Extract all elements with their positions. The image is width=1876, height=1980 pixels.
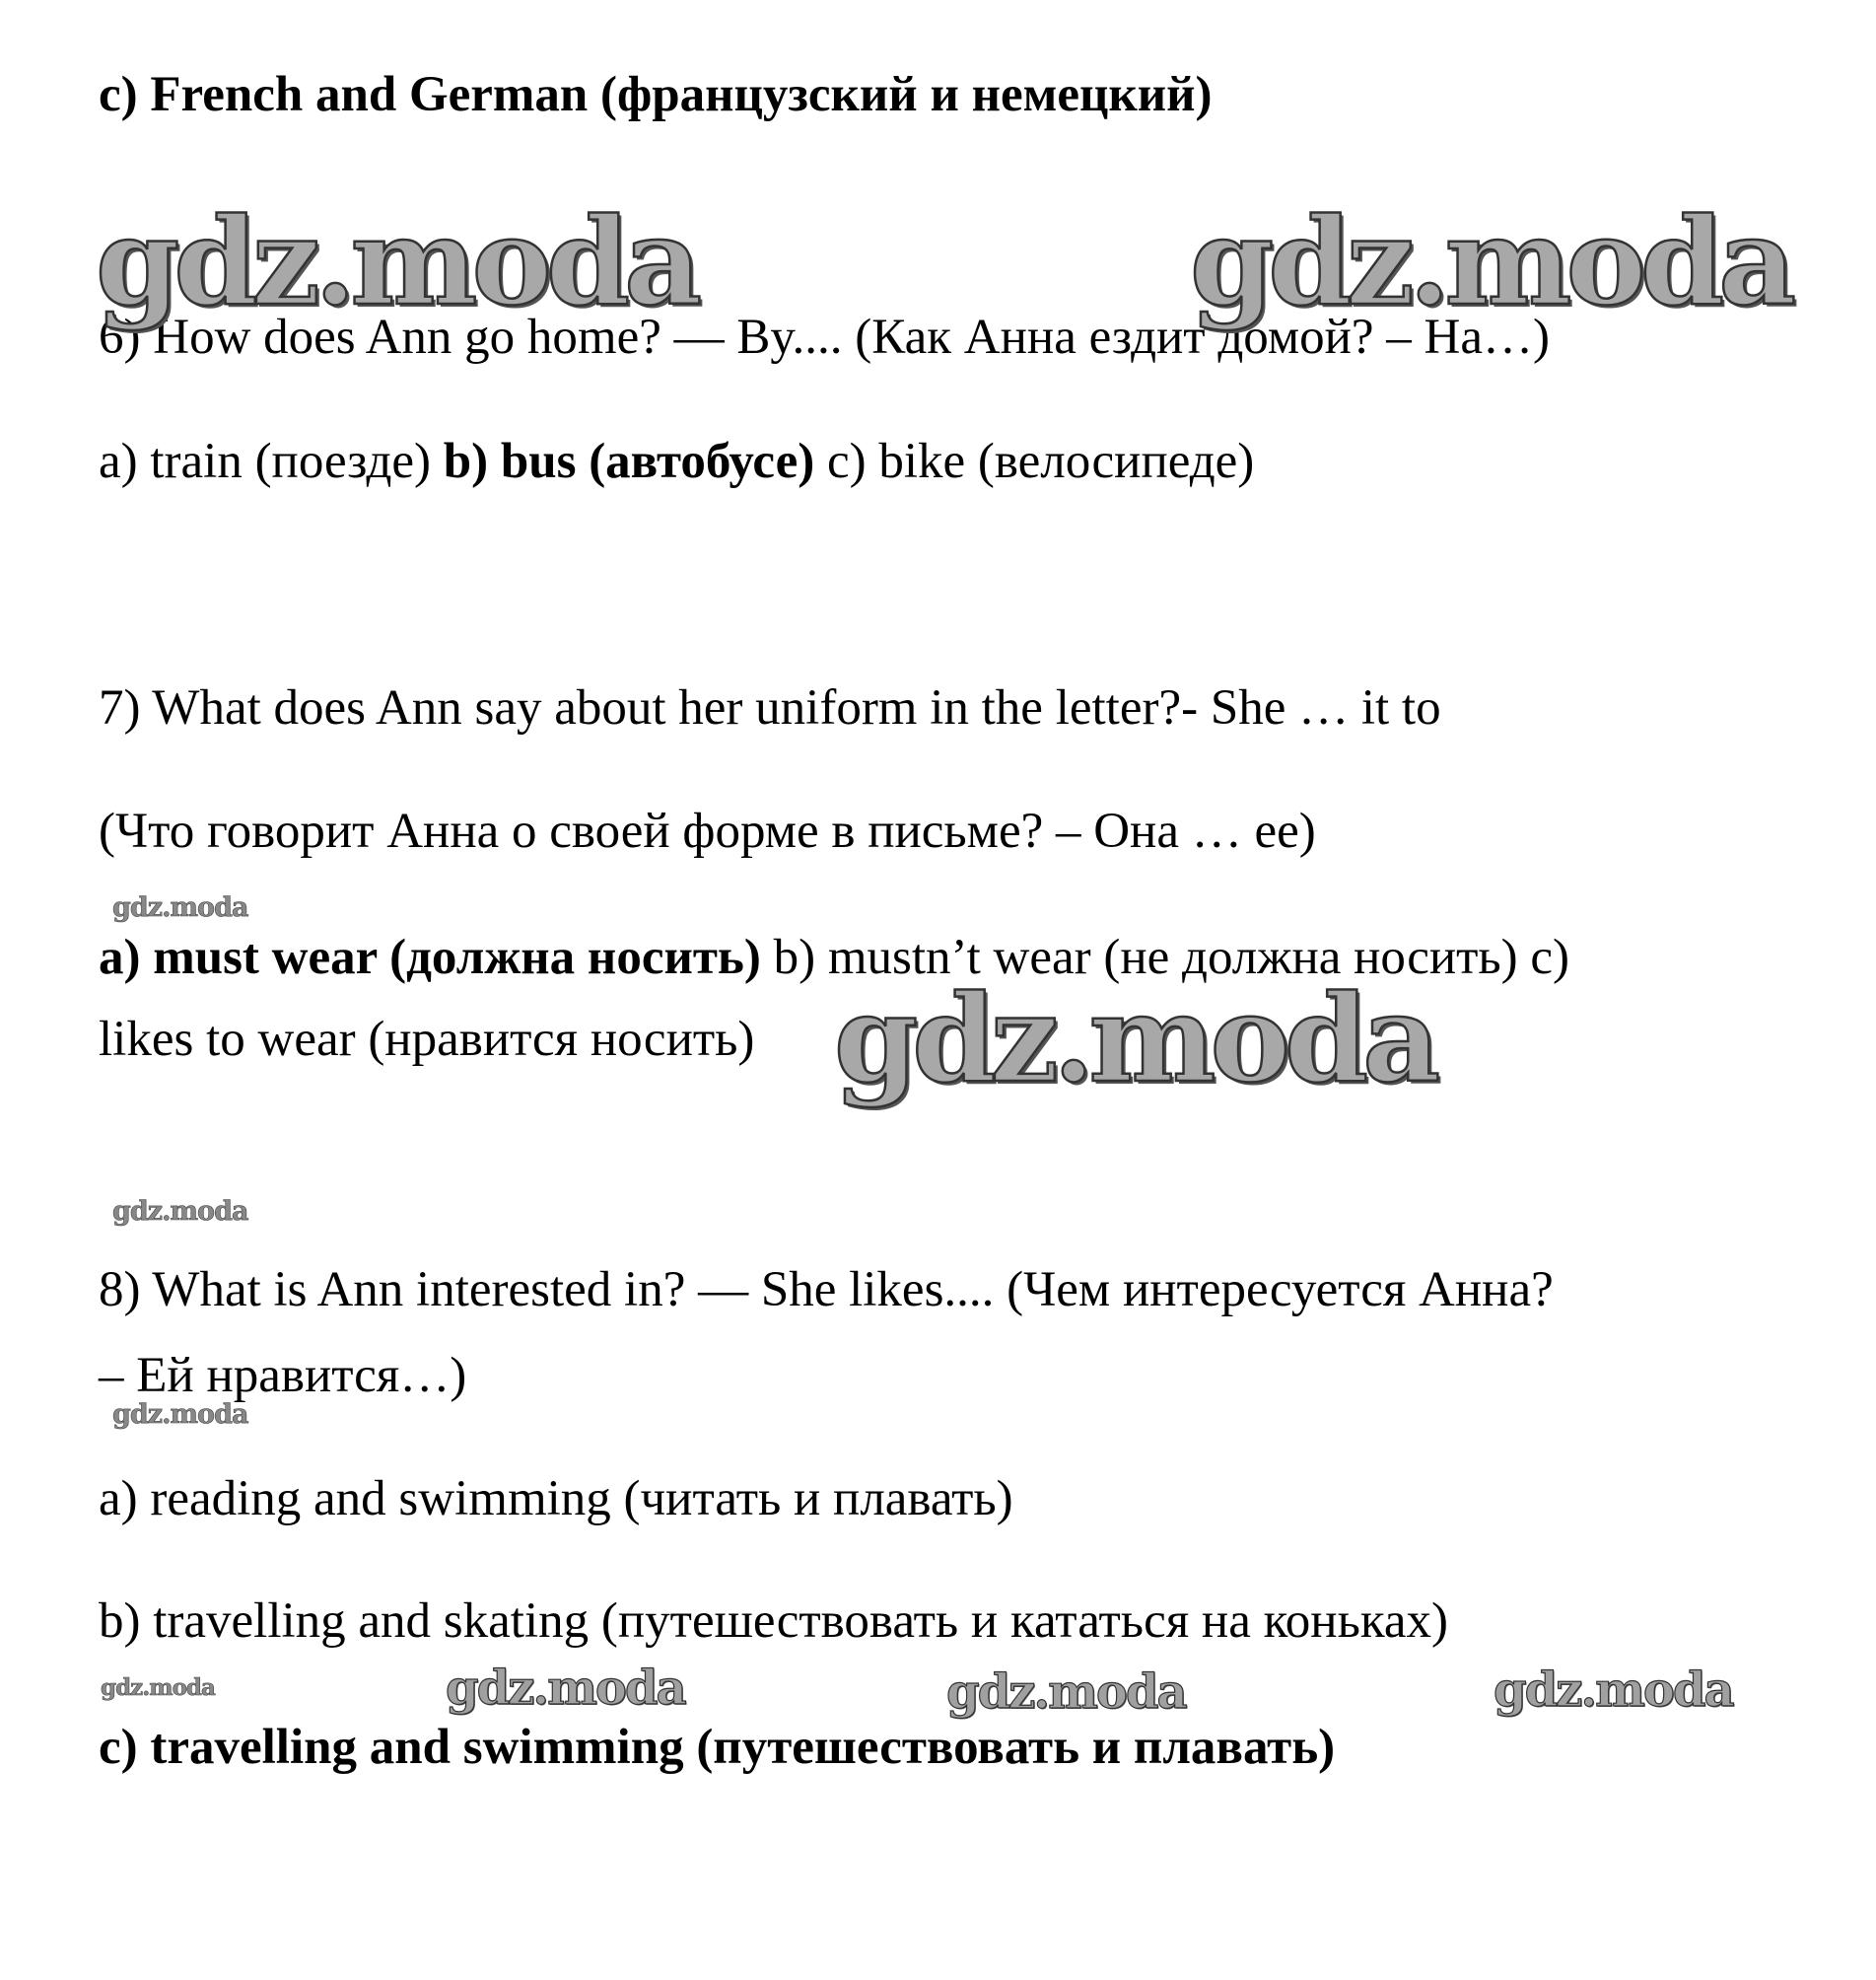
- question-7: 7) What does Ann say about her uniform in the letter?- She … it to: [99, 680, 1441, 736]
- option-8a: a) reading and swimming (читать и плавать): [99, 1471, 1013, 1526]
- question-6: 6) How does Ann go home? — By.... (Как Анна ездит домой? – На…): [99, 310, 1550, 365]
- option-b-correct: b) bus (автобусе): [443, 434, 815, 489]
- answer-c-french-german: [99, 65, 1213, 124]
- watermark-logo: gdz.moda: [446, 1661, 685, 1716]
- question-8: 8) What is Ann interested in? — She likes.... (Чем интересуется Анна?: [99, 1262, 1554, 1317]
- watermark-logo: gdz.moda: [112, 892, 248, 923]
- answer-text: c) French and German (французский и немецкий): [99, 67, 1213, 122]
- options-7-line2: likes to wear (нравится носить): [99, 1012, 755, 1067]
- watermark-logo: gdz.moda: [101, 1674, 215, 1701]
- question-7-translation: (Что говорит Анна о своей форме в письме? – Она … ее): [99, 804, 1316, 859]
- option-a-correct: a) must wear (должна носить): [99, 930, 761, 985]
- question-8-cont: – Ей нравится…): [99, 1348, 467, 1403]
- option-b: b) mustn’t wear (не должна носить) c): [760, 930, 1570, 985]
- watermark-logo: gdz.moda: [946, 1664, 1186, 1720]
- option-8c-correct: [99, 1718, 1335, 1777]
- option-c: c) bike (велосипеде): [814, 434, 1255, 489]
- option-a: a) train (поезде): [99, 434, 444, 489]
- watermark-logo: gdz.moda: [1190, 190, 1791, 332]
- watermark-logo: gdz.moda: [112, 1399, 248, 1430]
- watermark-logo: gdz.moda: [834, 967, 1435, 1109]
- watermark-logo: gdz.moda: [96, 190, 697, 332]
- option-8b: b) travelling and skating (путешествовать и кататься на коньках): [99, 1593, 1448, 1649]
- options-6: [99, 432, 1254, 491]
- answer-text: c) travelling and swimming (путешествовать и плавать): [99, 1720, 1336, 1775]
- watermark-logo: gdz.moda: [1494, 1662, 1733, 1718]
- watermark-logo: gdz.moda: [112, 1196, 248, 1227]
